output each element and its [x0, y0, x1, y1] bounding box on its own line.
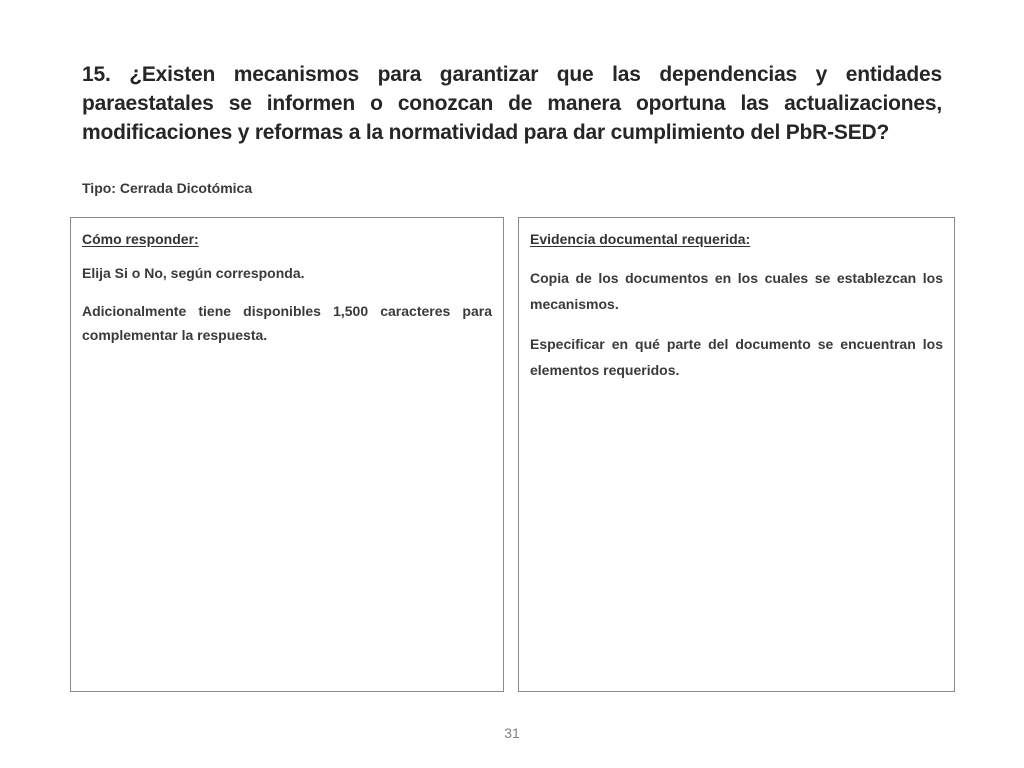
required-evidence-specify: Especificar en qué parte del documento se encuentran los elementos requeridos. [530, 336, 943, 378]
how-to-answer-instruction: Elija Si o No, según corresponda. [82, 265, 305, 281]
question-type-label: Tipo: Cerrada Dicotómica [82, 180, 253, 196]
required-evidence-title: Evidencia documental requerida: [530, 231, 751, 247]
how-to-answer-panel [70, 217, 504, 692]
required-evidence-documents: Copia de los documentos en los cuales se establezcan los mecanismos. [530, 270, 943, 312]
how-to-answer-additional-note: Adicionalmente tiene disponibles 1,500 caracteres para complementar la respuesta. [82, 303, 492, 343]
page-number: 31 [504, 725, 520, 741]
question-heading: 15. ¿Existen mecanismos para garantizar que las dependencias y entidades paraestatales se informen o conozcan de manera oportuna las actualizaciones, modificaciones y reformas a la normatividad para dar cumplimiento del PbR-SED? [82, 63, 942, 144]
required-evidence-panel [518, 217, 955, 692]
how-to-answer-title: Cómo responder: [82, 231, 199, 247]
